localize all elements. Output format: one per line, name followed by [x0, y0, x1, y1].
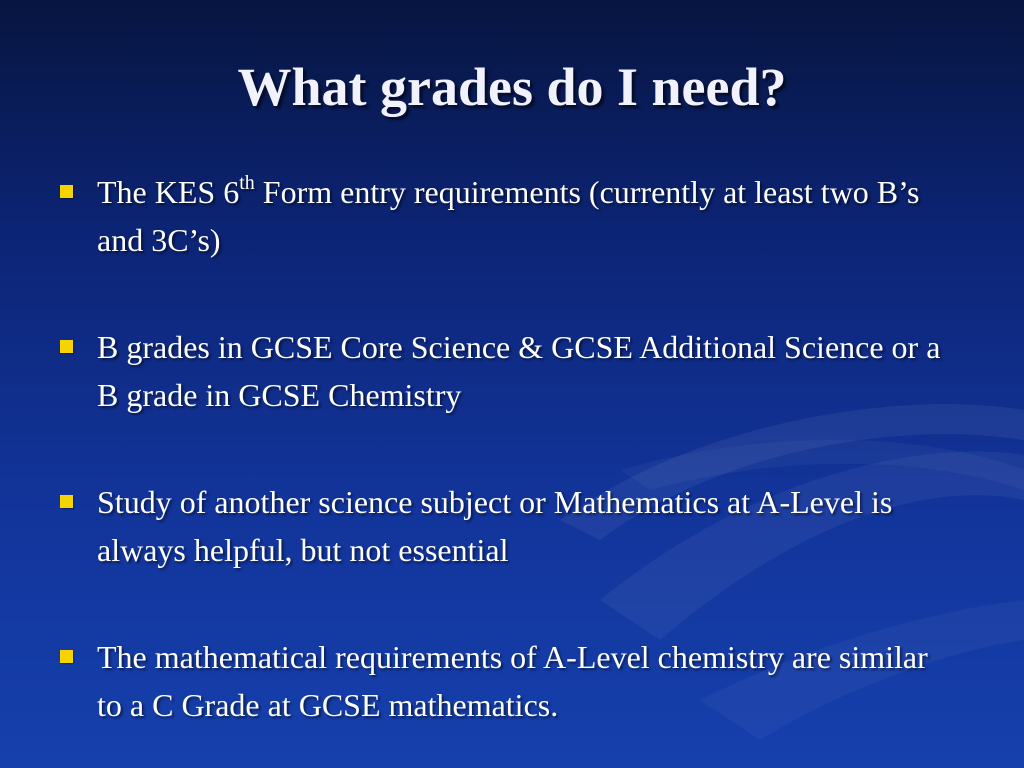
bullet-text: B grades in GCSE Core Science & GCSE Additional Science or a B grade in GCSE Chemistry — [97, 329, 941, 413]
slide-title: What grades do I need? — [237, 57, 787, 117]
bullet-item — [58, 168, 958, 264]
square-bullet-icon — [60, 495, 73, 508]
square-bullet-icon — [60, 340, 73, 353]
bullet-text: The mathematical requirements of A-Level chemistry are similar to a C Grade at GCSE mathematics. — [97, 639, 928, 723]
square-bullet-icon — [60, 185, 73, 198]
bullet-superscript: th — [239, 172, 255, 195]
bullet-item — [58, 323, 958, 419]
bullet-text-part: The KES 6 — [97, 174, 240, 210]
bullet-text: Study of another science subject or Mathematics at A-Level is always helpful, but not essential — [97, 484, 893, 568]
square-bullet-icon — [60, 650, 73, 663]
bullet-item — [58, 633, 958, 729]
bullet-text-part: Form entry requirements (currently at least two B’s and 3C’s) — [97, 174, 920, 258]
bullet-list — [58, 168, 958, 768]
bullet-item — [58, 478, 958, 574]
bullet-text — [97, 174, 919, 258]
